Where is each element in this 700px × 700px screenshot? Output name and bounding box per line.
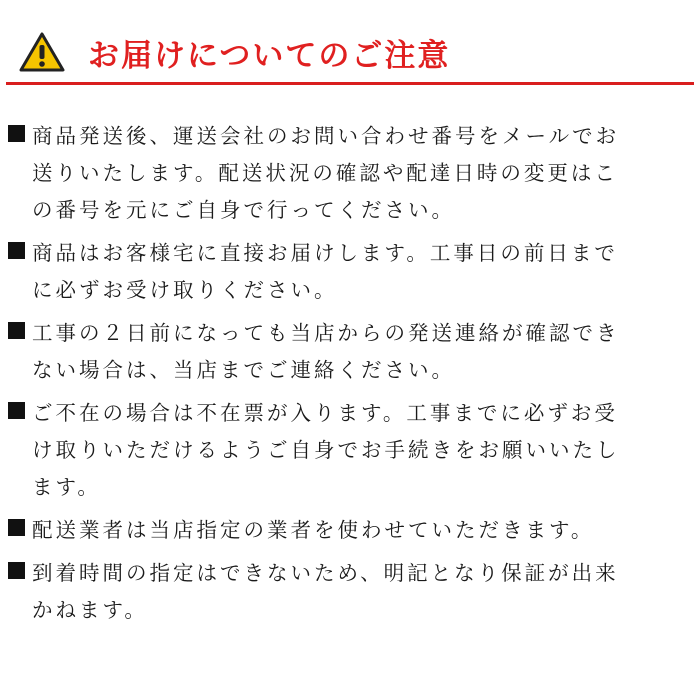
list-item <box>8 118 698 229</box>
notice-text: 商品発送後、運送会社のお問い合わせ番号をメールでお 送りいたします。配送状況の確認や配達日時の変更はこ の番号を元にご自身で行ってください。 <box>32 124 620 222</box>
notice-text: 工事の２日前になっても当店からの発送連絡が確認でき ない場合は、当店までご連絡ください。 <box>32 321 620 382</box>
page-title: お届けについてのご注意 <box>88 37 451 74</box>
square-bullet-icon <box>8 402 25 419</box>
list-item <box>8 512 698 549</box>
list-item <box>8 235 698 309</box>
list-item <box>8 395 698 506</box>
notice-text: 配送業者は当店指定の業者を使わせていただきます。 <box>32 518 595 542</box>
square-bullet-icon <box>8 562 25 579</box>
square-bullet-icon <box>8 322 25 339</box>
notice-list <box>8 118 698 635</box>
header <box>18 30 450 74</box>
square-bullet-icon <box>8 519 25 536</box>
list-item <box>8 555 698 629</box>
title-underline <box>6 82 694 85</box>
warning-triangle-icon <box>18 31 66 73</box>
list-item <box>8 315 698 389</box>
square-bullet-icon <box>8 125 25 142</box>
notice-text: 商品はお客様宅に直接お届けします。工事日の前日まで に必ずお受け取りください。 <box>32 241 618 302</box>
square-bullet-icon <box>8 242 25 259</box>
notice-text: 到着時間の指定はできないため、明記となり保証が出来 かねます。 <box>32 561 619 622</box>
notice-text: ご不在の場合は不在票が入ります。工事までに必ずお受 け取りいただけるようご自身でお手続きをお願いいたし ます。 <box>32 401 620 499</box>
